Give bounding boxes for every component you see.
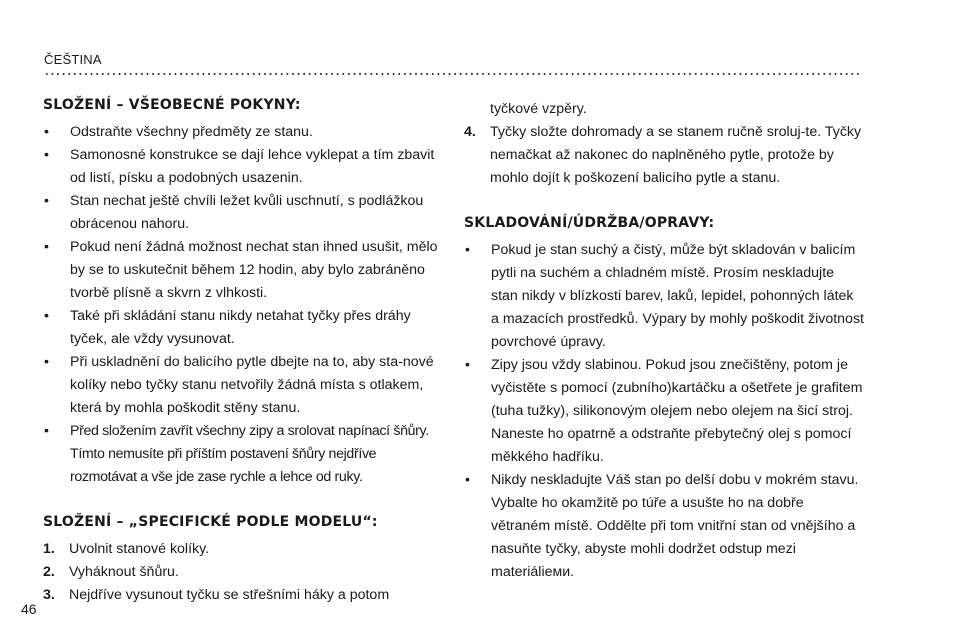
step-number: 4.	[464, 124, 476, 140]
step-text: Vyháknout šňůru.	[69, 564, 179, 580]
list-item	[464, 469, 864, 584]
list-item-text: Stan nechat ještě chvíli ležet kvůli uschnutí, s podlážkou obrácenou nahoru.	[70, 193, 424, 232]
list-item	[43, 144, 443, 190]
storage-maintenance-list	[464, 239, 864, 584]
bullet-icon: •	[44, 354, 49, 370]
step-item	[43, 538, 443, 561]
list-item	[43, 351, 443, 420]
list-item-text: Odstraňte všechny předměty ze stanu.	[70, 124, 313, 140]
bullet-icon: •	[44, 423, 49, 439]
list-item	[43, 305, 443, 351]
left-column	[43, 95, 443, 607]
list-item-text: Nikdy neskladujte Váš stan po delší dobu v mokrém stavu. Vybalte ho okamžitě po túře a usušte ho na dobře větraném místě. Oddělte při tom vnitřní stan od vnějšího a nasuňte tyčky, abyste mohli dodržet odstup mezi materiálieми.	[491, 472, 859, 580]
list-item-text: Pokud je stan suchý a čistý, může být skladován v balicím pytli na suchém a chladném místě. Prosím neskladujte stan nikdy v blízkosti barev, laků, lepidel, pohonných látek a mazacích prostředků. Výpary by mohly poškodit životnost povrchové úpravy.	[491, 242, 864, 350]
list-item-text: Pokud není žádná možnost nechat stan ihned usušit, mělo by se to uskutečnit během 12 hodin, aby bylo zabráněno tvorbě plísně a skvrn z vlhkosti.	[70, 239, 438, 301]
list-item	[464, 354, 864, 469]
section-heading-general: SLOŽENÍ – VŠEOBECNÉ POKYNY:	[43, 97, 301, 113]
step-item	[43, 584, 443, 607]
list-item-text: Samonosné konstrukce se dají lehce vyklepat a tím zbavit od listí, písku a podobných usazenin.	[70, 147, 435, 186]
list-item	[464, 239, 864, 354]
list-item-text: Před složením zavřít všechny zipy a srolovat napínací šňůry. Tímto nemusíte při příštím postavení šňůry nejdříve rozmotávat a vše jde zase rychle a lehce od ruky.	[70, 423, 429, 485]
step-number: 3.	[43, 587, 55, 603]
bullet-icon: •	[44, 239, 49, 255]
list-item	[43, 420, 443, 489]
page-number: 46	[21, 601, 37, 617]
section-heading-model-specific: SLOŽENÍ – „SPECIFICKÉ PODLE MODELU“:	[43, 514, 378, 530]
bullet-icon: •	[44, 193, 49, 209]
list-item-text: Při uskladnění do balicího pytle dbejte na to, aby sta-nové kolíky nebo tyčky stanu netvořily žádná místa s otlakem, která by mohla poškodit stěny stanu.	[70, 354, 434, 416]
right-column	[464, 98, 864, 584]
model-specific-steps	[43, 538, 443, 607]
general-instructions-list	[43, 121, 443, 489]
bullet-icon: •	[465, 472, 470, 488]
step-number: 1.	[43, 541, 55, 557]
bullet-icon: •	[44, 124, 49, 140]
dotted-divider	[44, 72, 860, 76]
language-label: ČEŠTINA	[44, 52, 102, 67]
list-item-text: Zipy jsou vždy slabinou. Pokud jsou znečištěny, potom je vyčistěte s pomocí (zubního)kartáčku a ošetřete je grafitem (tuha tužky), silikonovým olejem nebo olejem na šicí stroj. Naneste ho opatrně a odstraňte přebytečný olej s pomocí měkkého hadříku.	[491, 357, 863, 465]
step-item	[464, 121, 864, 190]
step-text: Tyčky složte dohromady a se stanem ručně sroluj-te. Tyčky nemačkat až nakonec do naplněného pytle, protože by mohlo dojít k poškození balicího pytle a stanu.	[490, 124, 862, 186]
bullet-icon: •	[465, 357, 470, 373]
step-text: Nejdříve vysunout tyčku se střešními háky a potom	[69, 587, 390, 603]
step-number: 2.	[43, 564, 55, 580]
step-item	[43, 561, 443, 584]
step-continuation: tyčkové vzpěry.	[490, 101, 587, 117]
bullet-icon: •	[44, 308, 49, 324]
list-item	[43, 190, 443, 236]
list-item-text: Také při skládání stanu nikdy netahat tyčky přes dráhy tyček, ale vždy vysunovat.	[70, 308, 411, 347]
list-item	[43, 236, 443, 305]
section-heading-storage: SKLADOVÁNÍ/ÚDRŽBA/OPRAVY:	[464, 215, 715, 231]
bullet-icon: •	[44, 147, 49, 163]
bullet-icon: •	[465, 242, 470, 258]
step-text: Uvolnit stanové kolíky.	[69, 541, 210, 557]
list-item	[43, 121, 443, 144]
